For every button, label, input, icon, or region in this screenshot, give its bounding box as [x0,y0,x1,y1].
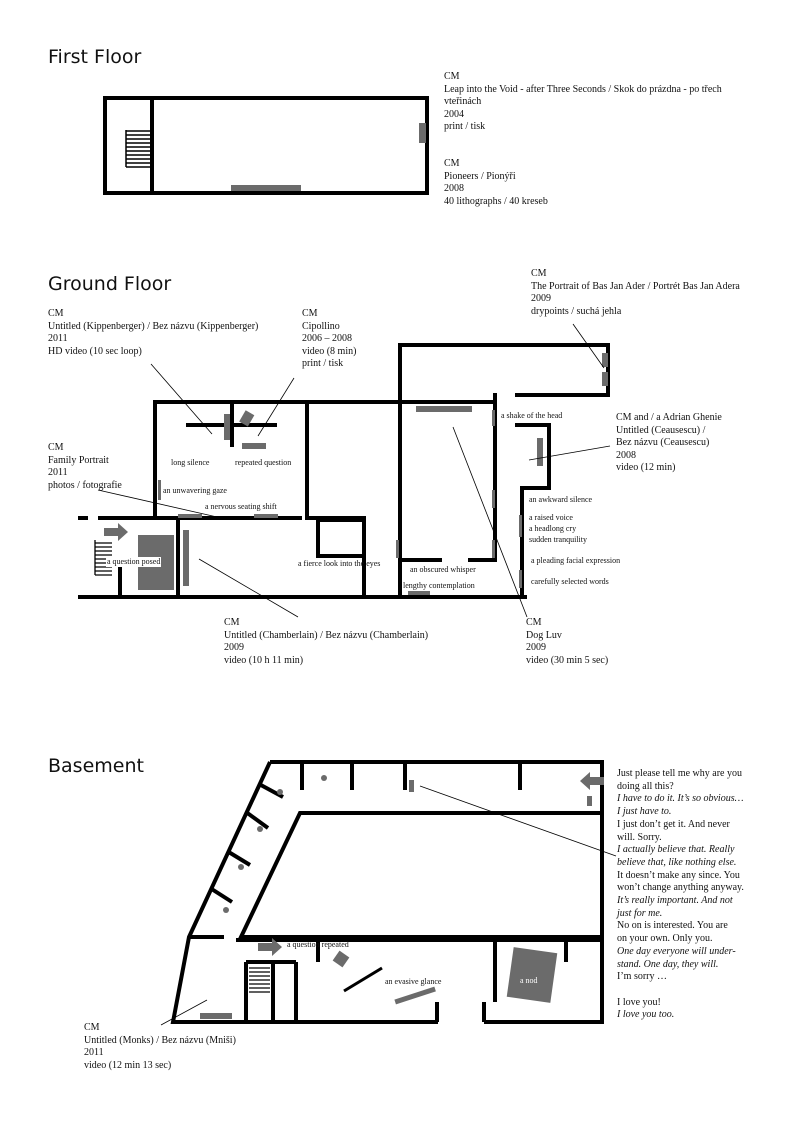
artwork-corridor-mark-2 [587,796,592,806]
dialogue-line: doing all this? [617,780,674,792]
caption-line: HD video (10 sec loop) [48,345,142,357]
caption-line: vteřinách [444,96,482,108]
artwork-evasive-line [344,968,382,991]
label-question-repeated: a question repeated [287,940,349,949]
caption-line: Untitled (Chamberlain) / Bez názvu (Chamberlain) [224,629,429,641]
dialogue-line: I actually believe that. Really [617,844,735,856]
caption-line: Cipollino [302,320,340,332]
label-raised-voice: a raised voice [529,513,573,522]
basement-heading: Basement [48,755,144,777]
caption-line: CM [84,1022,100,1033]
caption-line: 2009 [531,293,551,305]
label-carefully-selected: carefully selected words [531,577,609,586]
caption-line: CM [444,71,460,82]
label-repeated-question: repeated question [235,458,292,467]
dot-1 [321,775,327,781]
label-awkward-silence: an awkward silence [529,495,593,504]
label-nervous-shift: a nervous seating shift [205,502,277,511]
label-evasive-glance: an evasive glance [385,977,442,986]
artwork-monks [200,1013,232,1019]
caption-line: CM [526,617,542,628]
label-sudden-tranquility: sudden tranquility [529,535,587,544]
caption-line: The Portrait of Bas Jan Ader / Portrét Bas Jan Adera [531,280,740,292]
dialogue-line: won’t change anything anyway. [617,882,744,894]
label-shake-of-head: a shake of the head [501,411,563,420]
caption-line: Untitled (Kippenberger) / Bez názvu (Kippenberger) [48,320,259,332]
dialogue-line: It doesn’t make any since. You [617,869,740,881]
caption-line: Pioneers / Pionýři [444,170,516,182]
dialogue-line: I love you! [617,996,661,1008]
label-headlong-cry: a headlong cry [529,524,577,533]
caption-line: print / tisk [444,121,486,133]
leader-poem [420,786,616,856]
dialogue-line: believe that, like nothing else. [617,856,737,868]
label-fierce-look: a fierce look into the eyes [298,559,381,568]
caption-line: video (30 min 5 sec) [526,654,609,666]
caption-line: 2009 [526,642,546,654]
dot-4 [238,864,244,870]
dot-2 [277,789,283,795]
dialogue-line: I have to do it. It’s so obvious… [617,793,744,805]
caption-line: CM [48,442,64,453]
caption-monks [84,1022,236,1072]
caption-line: 2004 [444,108,464,120]
caption-line: CM [302,308,318,319]
dialogue-line: Just please tell me why are you [617,768,742,779]
caption-line: drypoints / suchá jehla [531,305,622,317]
caption-line: 2011 [48,467,68,479]
caption-line: 40 lithographs / 40 kreseb [444,195,548,207]
dialogue-line: will. Sorry. [617,831,662,843]
artwork-question-repeated [333,951,350,968]
caption-line: Bez názvu (Ceausescu) [616,437,710,449]
dialogue-line: No on is interested. You are [617,920,728,932]
caption-line: 2008 [444,183,464,195]
artwork-evasive-bar [394,987,435,1005]
label-question-posed: a question posed [107,557,161,566]
dialogue-line: just for me. [617,907,663,919]
caption-line: photos / fotografie [48,479,122,491]
dialogue-line: I just don’t get it. And never [617,818,730,830]
caption-line: 2008 [616,449,636,461]
caption-line: 2011 [84,1047,104,1059]
dialogue-line: One day everyone will under- [617,945,736,957]
label-unwavering-gaze: an unwavering gaze [163,486,227,495]
caption-line: video (12 min 13 sec) [84,1059,172,1071]
dialogue-line: It’s really important. And not [617,895,733,907]
dialogue-line: I just have to. [617,806,672,818]
dot-3 [257,826,263,832]
ground-floor-heading: Ground Floor [48,273,172,295]
caption-line: Leap into the Void - after Three Seconds / Skok do prázdna - po třech [444,83,722,95]
caption-line: CM [531,268,547,279]
caption-line: Untitled (Monks) / Bez názvu (Mniši) [84,1034,236,1046]
caption-line: Family Portrait [48,454,109,466]
caption-line: video (8 min) [302,345,357,357]
caption-line: video (10 h 11 min) [224,654,304,666]
caption-line: Untitled (Ceausescu) / [616,424,706,436]
caption-line: 2009 [224,642,244,654]
label-nod: a nod [520,976,538,985]
first-floor-heading: First Floor [48,46,142,68]
label-pleading-expression: a pleading facial expression [531,556,621,565]
basement-dialogue-text [617,768,744,1022]
dialogue-line: on your own. Only you. [617,933,713,945]
caption-line: 2011 [48,333,68,345]
label-long-silence: long silence [171,458,210,467]
dot-5 [223,907,229,913]
caption-line: print / tisk [302,358,344,370]
caption-line: Dog Luv [526,629,562,641]
basement-stairs [249,968,270,992]
dialogue-line: I love you too. [617,1009,675,1021]
caption-line: CM [224,617,240,628]
artwork-nod [507,947,558,1003]
caption-line: video (12 min) [616,462,676,474]
caption-line: CM [444,158,460,169]
caption-line: CM [48,308,64,319]
caption-line: 2006 – 2008 [302,333,352,345]
label-obscured-whisper: an obscured whisper [410,565,476,574]
dialogue-spacer [617,984,744,997]
artwork-corridor-mark [409,780,414,792]
caption-line: CM and / a Adrian Ghenie [616,412,722,423]
dialogue-line: stand. One day, they will. [617,958,719,970]
dialogue-line: I’m sorry … [617,971,667,983]
label-lengthy-contemplation: lengthy contemplation [403,581,475,590]
